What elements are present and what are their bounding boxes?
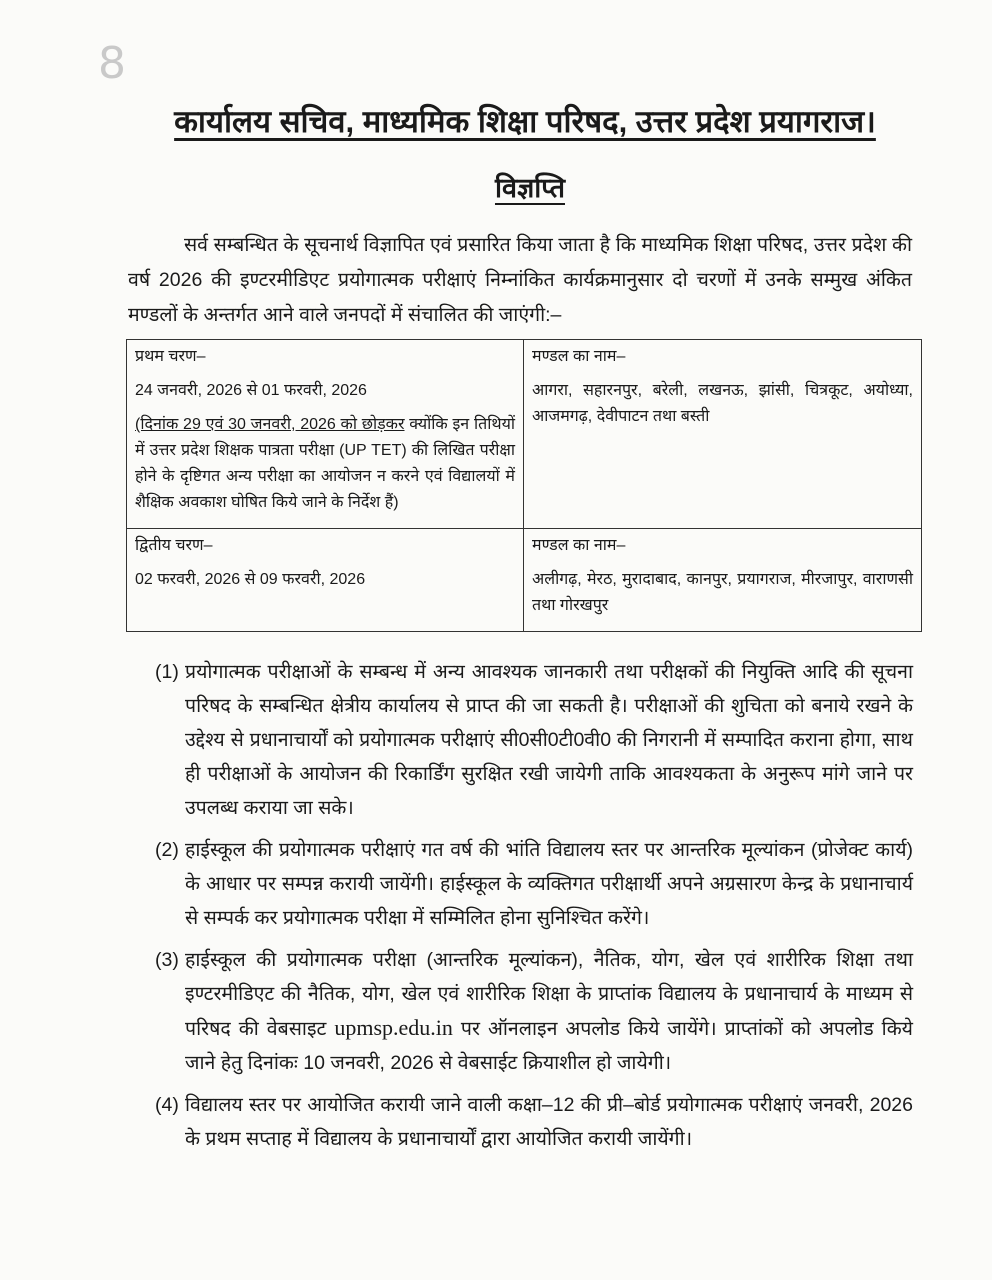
- schedule-table: [126, 339, 922, 632]
- item-text: विद्यालय स्तर पर आयोजित करायी जाने वाली कक्षा–12 की प्री–बोर्ड प्रयोगात्मक परीक्षाएं जनवरी, 2026 के प्रथम सप्ताह में विद्यालय के प्रधानाचार्यों द्वारा आयोजित करायी जायेंगी।: [185, 1094, 913, 1150]
- list-item: [155, 655, 913, 825]
- mandal-list: आगरा, सहारनपुर, बरेली, लखनऊ, झांसी, चित्रकूट, अयोध्या, आजमगढ़, देवीपाटन तथा बस्ती: [532, 382, 913, 425]
- table-row: [127, 340, 922, 529]
- list-item: [155, 943, 913, 1080]
- item-number: (3): [155, 949, 179, 971]
- text-segment: हाईस्कूल की प्रयोगात्मक परीक्षा (आन्तरिक मूल्यांकन), नैतिक, योग, खेल एवं शारीरिक शिक्षा तथा इण्टरमीडिएट की नैतिक, योग, खेल एवं शारीरिक शिक्षा के प्राप्तांक विद्यालय के प्रधानाचार्य के माध्यम से परिषद की वेबसाइट: [185, 949, 913, 1040]
- text-segment: पर ऑनलाइन अपलोड किये जायेंगे। प्राप्तांकों को अपलोड किये जाने हेतु दिनांकः 10 जनवरी, 2026 से वेबसाईट क्रियाशील हो जायेगी।: [185, 1018, 913, 1074]
- item-text: हाईस्कूल की प्रयोगात्मक परीक्षाएं गत वर्ष की भांति विद्यालय स्तर पर आन्तरिक मूल्यांकन (प्रोजेक्ट कार्य) के आधार पर सम्पन्न करायी जायेंगी। हाईस्कूल के व्यक्तिगत परीक्षार्थी अपने अग्रसारण केन्द्र के प्रधानाचार्य से सम्पर्क कर प्रयोगात्मक परीक्षा में सम्मिलित होना सुनिश्चित करेंगे।: [185, 839, 913, 929]
- page-number-mark: 8: [98, 38, 126, 89]
- mandal-cell: [524, 529, 922, 632]
- mandal-label: मण्डल का नाम–: [532, 348, 626, 365]
- phase-label: द्वितीय चरण–: [135, 537, 213, 554]
- website-link[interactable]: upmsp.edu.in: [334, 1015, 453, 1040]
- instruction-list: [155, 655, 913, 1164]
- phase-cell: [127, 529, 524, 632]
- office-title: कार्यालय सचिव, माध्यमिक शिक्षा परिषद, उत्तर प्रदेश प्रयागराज।: [174, 104, 876, 139]
- phase-dates: 24 जनवरी, 2026 से 01 फरवरी, 2026: [135, 382, 367, 399]
- list-item: [155, 833, 913, 935]
- item-text: [185, 943, 913, 1080]
- item-number: (1): [155, 661, 179, 683]
- mandal-list: अलीगढ़, मेरठ, मुरादाबाद, कानपुर, प्रयागराज, मीरजापुर, वाराणसी तथा गोरखपुर: [532, 571, 913, 614]
- item-number: (2): [155, 839, 179, 861]
- mandal-cell: [524, 340, 922, 529]
- item-text: प्रयोगात्मक परीक्षाओं के सम्बन्ध में अन्य आवश्यक जानकारी तथा परीक्षकों की नियुक्ति आदि की सूचना परिषद के सम्बन्धित क्षेत्रीय कार्यालय से प्राप्त की जा सकती है। परीक्षाओं की शुचिता को बनाये रखने के उद्देश्य से प्रधानाचार्यों को प्रयोगात्मक परीक्षाएं सी0सी0टी0वी0 की निगरानी में सम्पादित कराना होगा, साथ ही परीक्षाओं के आयोजन की रिकार्डिंग सुरक्षित रखी जायेगी ताकि आवश्यकता के अनुरूप मांगे जाने पर उपलब्ध कराया जा सके।: [185, 661, 913, 819]
- table-row: [127, 529, 922, 632]
- phase-label: प्रथम चरण–: [135, 348, 206, 365]
- excluded-dates: (दिनांक 29 एवं 30 जनवरी, 2026 को छोड़कर: [135, 416, 405, 433]
- notice-heading: विज्ञप्ति: [494, 173, 565, 203]
- note-text: क्योंकि इन तिथियों में उत्तर प्रदेश शिक्षक पात्रता परीक्षा (UP TET) की लिखित परीक्षा होने के दृष्टिगत अन्य परीक्षा का आयोजन न करने एवं विद्यालयों में शैक्षिक अवकाश घोषित किये जाने के निर्देश हैं): [135, 416, 516, 511]
- item-number: (4): [155, 1094, 179, 1116]
- intro-paragraph: सर्व सम्बन्धित के सूचनार्थ विज्ञापित एवं प्रसारित किया जाता है कि माध्यमिक शिक्षा परिषद, उत्तर प्रदेश की वर्ष 2026 की इण्टरमीडिएट प्रयोगात्मक परीक्षाएं निम्नांकित कार्यक्रमानुसार दो चरणों में उनके सम्मुख अंकित मण्डलों के अन्तर्गत आने वाले जनपदों में संचालित की जाएंगी:–: [128, 234, 912, 326]
- phase-dates: 02 फरवरी, 2026 से 09 फरवरी, 2026: [135, 571, 366, 588]
- mandal-label: मण्डल का नाम–: [532, 537, 626, 554]
- list-item: [155, 1088, 913, 1156]
- phase-note: [135, 412, 515, 516]
- phase-cell: [127, 340, 524, 529]
